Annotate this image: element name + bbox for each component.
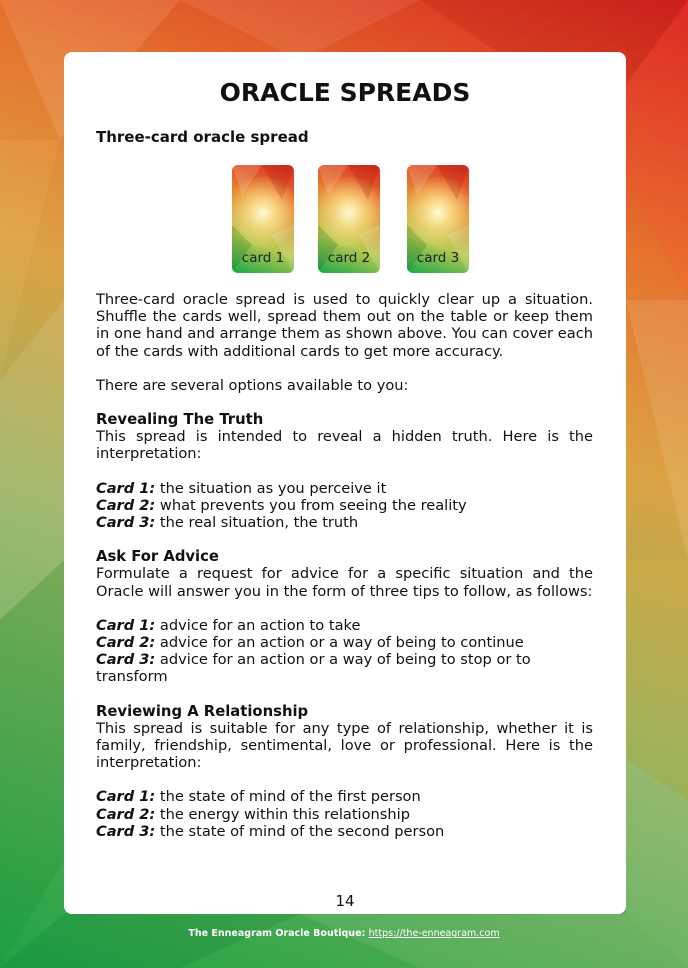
section-body: This spread is intended to reveal a hidden truth. Here is the interpretation: [96, 428, 593, 463]
card-meaning: advice for an action or a way of being to stop or to transform [96, 651, 531, 686]
cards-illustration [96, 165, 593, 275]
page-content [96, 120, 593, 840]
card-meaning: the state of mind of the second person [155, 822, 445, 840]
section-heading: Reviewing A Relationship [96, 702, 309, 720]
card-key: Card 2: [96, 805, 156, 823]
card-key: Card 1: [96, 788, 156, 806]
card-meaning: the situation as you perceive it [155, 479, 387, 497]
list-item [96, 634, 593, 651]
card-meaning: the energy within this relationship [155, 805, 410, 823]
list-item [96, 480, 593, 497]
card-meaning: what prevents you from seeing the reality [155, 496, 467, 514]
card-image [232, 165, 294, 273]
card-meaning: advice for an action to take [155, 616, 361, 634]
spread-subtitle: Three-card oracle spread [96, 128, 309, 146]
page-panel [64, 52, 626, 914]
card-meaning: the real situation, the truth [155, 514, 359, 532]
card-key: Card 1: [96, 479, 156, 497]
page-number: 14 [335, 892, 355, 910]
footer [0, 928, 688, 939]
card-key: Card 3: [96, 514, 156, 532]
card-key: Card 2: [96, 634, 156, 652]
card-meaning: the state of mind of the first person [155, 788, 421, 806]
card-meaning: advice for an action or a way of being to continue [155, 634, 524, 652]
card-key: Card 1: [96, 616, 156, 634]
card-label: card 3 [416, 249, 460, 266]
page-title: ORACLE SPREADS [219, 78, 471, 107]
section-heading: Ask For Advice [96, 548, 219, 566]
spread-description: Three-card oracle spread is used to quickly clear up a situation. Shuffle the cards well, spread them out on the table or keep them in one hand and arrange them as shown above. You can cover each of the cards with additional cards to get more accuracy. [96, 291, 593, 360]
footer-label: The Enneagram Oracle Boutique: [188, 928, 366, 939]
section-body: Formulate a request for advice for a specific situation and the Oracle will answer you in the form of three tips to follow, as follows: [96, 565, 593, 600]
list-item [96, 514, 593, 531]
card-key: Card 3: [96, 651, 156, 669]
section-revealing-truth [96, 411, 593, 531]
list-item [96, 823, 593, 840]
list-item [96, 617, 593, 634]
list-item [96, 497, 593, 514]
section-body: This spread is suitable for any type of relationship, whether it is family, friendship, sentimental, love or professional. Here is the interpretation: [96, 719, 593, 772]
section-heading: Revealing The Truth [96, 411, 264, 429]
card-image [318, 165, 380, 273]
card-label: card 2 [327, 249, 371, 266]
card-label: card 1 [241, 249, 285, 266]
card-key: Card 2: [96, 496, 156, 514]
card-image [407, 165, 469, 273]
section-ask-advice [96, 548, 593, 685]
options-intro: There are several options available to you: [96, 376, 409, 394]
list-item [96, 651, 593, 685]
list-item [96, 788, 593, 805]
card-key: Card 3: [96, 822, 156, 840]
section-reviewing-relationship [96, 703, 593, 840]
footer-link[interactable]: https://the-enneagram.com [368, 928, 500, 939]
list-item [96, 806, 593, 823]
